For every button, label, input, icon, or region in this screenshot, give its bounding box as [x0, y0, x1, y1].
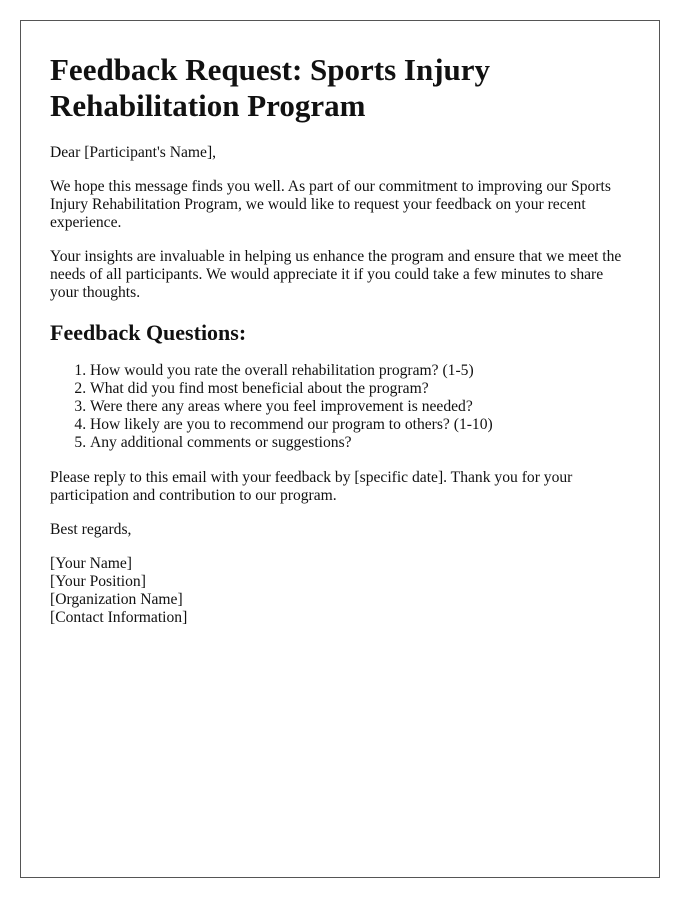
question-item: 2. What did you find most beneficial about the program?	[90, 380, 630, 398]
questions-list	[50, 362, 630, 452]
question-item: 3. Were there any areas where you feel improvement is needed?	[90, 398, 630, 416]
greeting: Dear [Participant's Name],	[50, 144, 217, 161]
signature-name: [Your Name]	[50, 555, 133, 572]
signature-position: [Your Position]	[50, 573, 146, 590]
signature-block	[50, 555, 630, 627]
signature-organization: [Organization Name]	[50, 591, 183, 608]
letter-body	[50, 52, 630, 627]
signature-contact: [Contact Information]	[50, 609, 188, 626]
signoff: Best regards,	[50, 521, 132, 538]
question-item: 1. How would you rate the overall rehabilitation program? (1-5)	[90, 362, 630, 380]
letter-container	[20, 20, 660, 878]
questions-heading: Feedback Questions:	[50, 320, 247, 345]
closing-paragraph: Please reply to this email with your feedback by [specific date]. Thank you for your participation and contribution to our program.	[50, 469, 573, 504]
question-item: 5. Any additional comments or suggestions?	[90, 434, 630, 452]
letter-title: Feedback Request: Sports Injury Rehabilitation Program	[50, 52, 491, 123]
intro-paragraph: We hope this message finds you well. As part of our commitment to improving our Sports Injury Rehabilitation Program, we would like to request your feedback on your recent experience.	[50, 178, 611, 231]
insights-paragraph: Your insights are invaluable in helping us enhance the program and ensure that we meet the needs of all participants. We would appreciate it if you could take a few minutes to share your thoughts.	[50, 248, 622, 301]
question-item: 4. How likely are you to recommend our program to others? (1-10)	[90, 416, 630, 434]
